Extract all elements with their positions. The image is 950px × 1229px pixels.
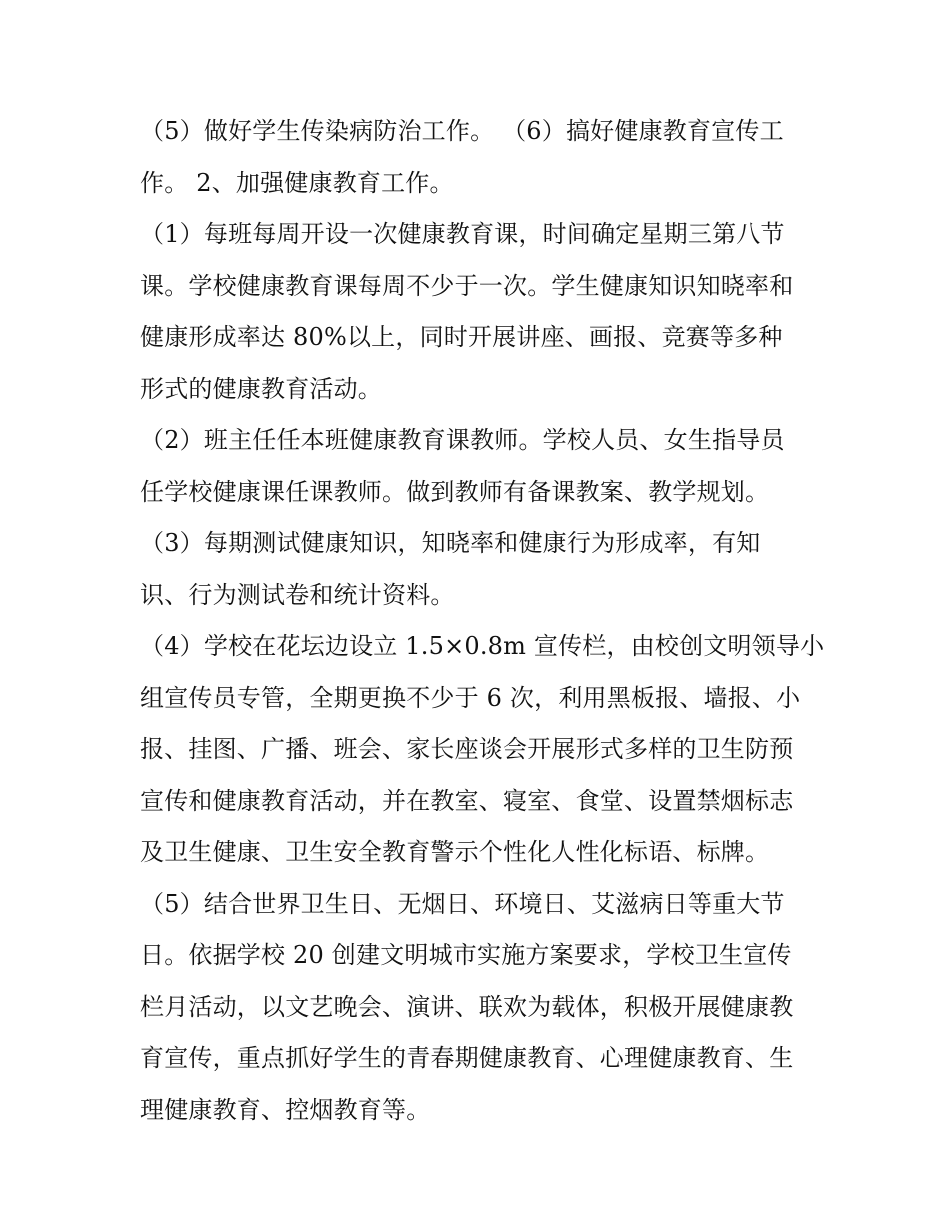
text-line: 识、行为测试卷和统计资料。: [140, 580, 455, 609]
text-line: 及卫生健康、卫生安全教育警示个性化人性化标语、标牌。: [140, 838, 770, 866]
text-line: 宣传和健康教育活动，并在教室、寝室、食堂、设置禁烟标志: [140, 786, 794, 815]
text-line: 栏月活动，以文艺晚会、演讲、联欢为载体，积极开展健康教: [140, 992, 794, 1021]
text-line: 作。 2、加强健康教育工作。: [140, 168, 454, 197]
text-line: （4）学校在花坛边设立 1.5×0.8m 宣传栏，由校创文明领导小: [140, 632, 825, 660]
text-line: （2）班主任任本班健康教育课教师。学校人员、女生指导员: [140, 426, 785, 454]
text-line: 报、挂图、广播、班会、家长座谈会开展形式多样的卫生防预: [140, 735, 794, 763]
text-line: 形式的健康教育活动。: [140, 374, 382, 403]
text-line: 育宣传，重点抓好学生的青春期健康教育、心理健康教育、生: [140, 1044, 794, 1072]
document-body: [140, 106, 825, 1136]
text-line: （5）结合世界卫生日、无烟日、环境日、艾滋病日等重大节: [140, 889, 785, 918]
text-line: （1）每班每周开设一次健康教育课，时间确定星期三第八节: [140, 220, 785, 248]
text-line: 组宣传员专管，全期更换不少于 6 次，利用黑板报、墙报、小: [140, 683, 801, 712]
text-line: 日。依据学校 20 创建文明城市实施方案要求，学校卫生宣传: [140, 941, 792, 969]
text-line: 任学校健康课任课教师。做到教师有备课教案、教学规划。: [140, 477, 770, 506]
text-line: 课。学校健康教育课每周不少于一次。学生健康知识知晓率和: [140, 271, 794, 300]
text-line: （5）做好学生传染病防治工作。 （6）搞好健康教育宣传工: [140, 117, 784, 145]
text-line: 理健康教育、控烟教育等。: [140, 1095, 431, 1124]
text-line: 健康形成率达 80%以上，同时开展讲座、画报、竞赛等多种: [140, 323, 783, 351]
text-line: （3）每期测试健康知识，知晓率和健康行为形成率，有知: [140, 529, 761, 557]
